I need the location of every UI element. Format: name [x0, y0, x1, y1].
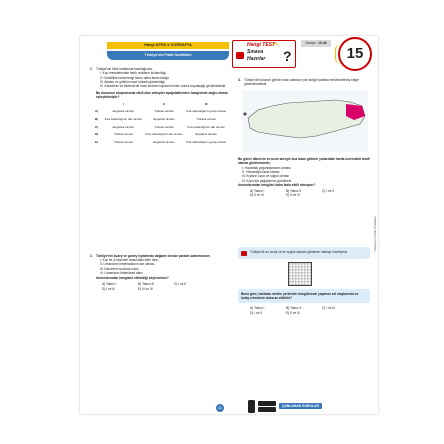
answer-option[interactable]: C) I ve II — [322, 188, 335, 193]
page-number: 41 — [216, 404, 224, 412]
question-prompt: Buna göre, haritada verilen yerlerden hangilerinde yaşanan sel olaylarında en kolay erimelerin daha az etkilidir? — [238, 289, 370, 304]
logo-mark: ? — [283, 48, 292, 64]
table-cell: Yüksek olması — [196, 117, 216, 122]
app-store-icon[interactable] — [258, 401, 276, 406]
statement: III. Kışların uzun ve soğuk olması — [242, 174, 289, 179]
side-chapter-label: Türkiye'nin Fiziki Özellikleri — [373, 216, 377, 252]
play-store-icon[interactable] — [258, 407, 276, 412]
statement-list — [90, 258, 233, 275]
wifi-icon — [271, 43, 279, 49]
store-badges — [258, 401, 276, 412]
logo-line3: Hazırlar — [247, 56, 266, 62]
statement: IV. Kışın kar yağışlarının görülmesi — [242, 178, 292, 183]
statement: IV. Karadeniz ve Akdeniz'de mavi tonların kıyıdan hemen sonra koyulaştığı görülmektedir. — [100, 84, 227, 89]
question-stem: Türkiye'de bulunan görülen bazı alanların yer aldığı haritada renklendirilmiş bölge gösterilmektedir. — [244, 78, 359, 87]
option-letter: D) — [95, 132, 99, 137]
table-cell: Engebeli olması — [195, 132, 217, 137]
option-letter: A) — [95, 109, 99, 114]
question-4 — [238, 247, 370, 315]
topic-title: Türkiye'nin Fiziki Özellikleri — [107, 51, 229, 60]
statement: I. Havadaki yoğunlaşmanın olması — [242, 165, 291, 170]
answer-option[interactable]: B) Yalnız II — [286, 306, 302, 311]
level-label: Seviye: — [305, 41, 317, 46]
statement: III. Denizlerin tuzluluk oranı, — [100, 266, 140, 271]
question-tail: durumlarından hangileri daha fazla etkili olmuştur? — [238, 182, 316, 187]
statement: III. Akarsu ve göllerin mavi tonlarla gösterildiği — [100, 79, 165, 84]
question-stem: Türkiye'nin kuzey ve güney kıyılarında dağların denize paralel uzanmasının; — [96, 253, 211, 258]
statement: II. Limanların hinterlandının dar olması, — [100, 262, 156, 267]
answer-option[interactable]: D) II ve III — [250, 192, 264, 197]
right-column — [238, 78, 370, 318]
question-stem: Türkiye'nin fiziki haritasına bakıldığında; — [96, 67, 153, 71]
statement: I. Kıyı mesafelerinde farklı renklerin kullanıldığı — [100, 71, 167, 76]
question-1 — [90, 67, 233, 146]
logo-line1: Hangi TEST — [247, 42, 276, 48]
column-header: II — [163, 102, 165, 107]
statement: I. Kıyı ile iç kesimler arasındaki iklim farkı, — [100, 258, 159, 263]
answer-option[interactable]: B) Yalnız II — [286, 188, 302, 193]
camera-icon — [236, 52, 244, 59]
statement-list — [90, 71, 233, 88]
question-number: 3. — [238, 78, 241, 82]
table-cell: Yüksek olması — [113, 139, 134, 144]
question-number: 2. — [90, 253, 93, 258]
statement-list — [238, 166, 370, 183]
answer-options — [238, 189, 370, 198]
answer-options — [238, 306, 370, 315]
camera-icon — [241, 251, 247, 256]
answer-option[interactable]: C) I ve III — [322, 306, 335, 311]
question-3 — [238, 78, 370, 197]
answer-option[interactable]: E) II ve IV — [286, 192, 300, 197]
test-logo — [232, 40, 296, 68]
option-letter: E) — [95, 139, 98, 144]
answer-option[interactable]: A) Yalnız I — [250, 306, 265, 311]
island-mark — [243, 112, 246, 115]
callout-text: Türkiye'de en sıcak ve en soğuk alanları gösteren haritayı inceleyiniz. — [250, 250, 348, 255]
worksheet-page — [80, 36, 378, 414]
table-cell: Kıta sahanlığının dar olması — [104, 117, 143, 122]
statement: II. Genellikle kahverengi tonun daha fazla olduğu — [100, 75, 169, 80]
phone-icon — [248, 400, 255, 413]
level-value: 10 dk — [317, 41, 327, 46]
turkey-map — [242, 90, 368, 152]
question-prompt: Bu durumun oluşmasında etkili olan sebepler aşağıdakilerden hangisinde doğru olarak eşleştirilmiştir? — [96, 90, 228, 99]
table-cell: Engebeli olması — [112, 109, 135, 114]
table-cell: Kıta sahanlığının geniş olması — [186, 139, 227, 144]
table-cell: Engebeli olması — [112, 124, 135, 129]
table-cell: Yüksek olması — [154, 124, 174, 129]
level-badge — [301, 40, 331, 47]
logo-line2: Sınava — [247, 49, 264, 55]
footer-label: ÇANLANAN SORULAR — [279, 403, 322, 410]
footer-bar — [248, 398, 358, 414]
answer-table — [94, 101, 228, 146]
answer-option[interactable]: A) Yalnız I — [102, 282, 117, 287]
answer-option[interactable]: C) I ve II — [174, 282, 187, 287]
answer-options — [90, 282, 233, 291]
statement: IV. Limanların hinterlandı alanı — [100, 271, 143, 276]
table-cell: Engebeli olması — [153, 117, 175, 122]
answer-option-row[interactable] — [94, 123, 228, 131]
table-cell: Engebeli olması — [153, 139, 175, 144]
column-header: III — [204, 102, 208, 107]
info-callout — [238, 247, 370, 259]
column-header: I — [122, 102, 124, 107]
answer-option-row[interactable] — [94, 115, 228, 123]
option-letter: C) — [95, 124, 99, 129]
table-cell: Kıta sahanlığının dar olması — [187, 124, 225, 129]
table-cell: Kıta sahanlığının dar olması — [145, 132, 183, 137]
answer-option[interactable]: D) I ve III — [102, 286, 115, 291]
answer-option[interactable]: D) I ve II — [250, 310, 263, 315]
question-prompt: Bu görev ülkelerin en uzun süreyle buz tutan göllerin yukarıdaki harita üzerindeki tarafı alanda görülmesinde, — [238, 156, 370, 166]
table-cell: Yüksek olması — [113, 132, 134, 137]
table-cell: Yüksek olması — [154, 109, 174, 114]
answer-option-row[interactable] — [94, 131, 228, 139]
statement: II. Yüksekliğin fazla olması — [242, 169, 280, 174]
answer-option[interactable]: A) Yalnız I — [250, 188, 265, 193]
brand-bar: Hangi KPSS ● COĞRAFYA — [107, 42, 229, 49]
option-letter: B) — [95, 117, 99, 122]
answer-option[interactable]: E) II ve III — [286, 310, 300, 315]
answer-option[interactable]: B) Yalnız III — [138, 282, 155, 287]
question-2 — [90, 254, 233, 291]
answer-option-row[interactable] — [94, 138, 228, 146]
left-column — [90, 67, 233, 294]
answer-option-row[interactable] — [94, 108, 228, 116]
answer-option[interactable]: E) III ve IV — [138, 286, 153, 291]
qr-code[interactable] — [288, 262, 312, 286]
question-prompt: durumlarından hangisini etkilediği söylenemez? — [96, 276, 169, 281]
question-number: 1. — [90, 67, 93, 71]
table-cell: Kıta sahanlığının geniş olması — [186, 109, 227, 114]
test-number: 15 — [338, 37, 372, 71]
